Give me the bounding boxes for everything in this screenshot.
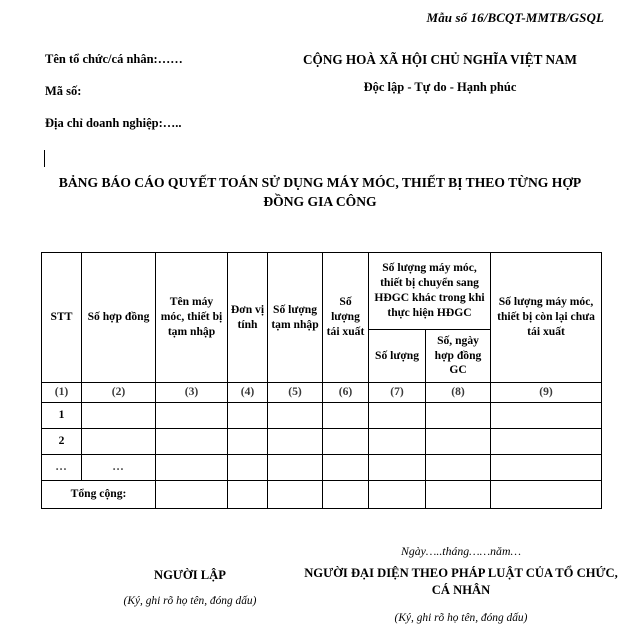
country-name: CỘNG HOÀ XÃ HỘI CHỦ NGHĨA VIỆT NAM bbox=[303, 52, 577, 67]
organization-code-line: Mã số: bbox=[45, 84, 82, 98]
organization-block bbox=[45, 52, 295, 148]
header-transferred-contract: Số, ngày hợp đồng GC bbox=[426, 330, 491, 383]
row-1-transferred-qty[interactable] bbox=[369, 403, 426, 429]
row-3-qty-reexport[interactable] bbox=[323, 455, 369, 481]
row-1-qty-temp-import[interactable] bbox=[268, 403, 323, 429]
row-1-transferred-contract[interactable] bbox=[426, 403, 491, 429]
colnum-9: (9) bbox=[491, 383, 602, 403]
row-2-machine-name[interactable] bbox=[156, 429, 228, 455]
row-1-unit[interactable] bbox=[228, 403, 268, 429]
table-header-row-main bbox=[42, 253, 602, 330]
row-3-unit[interactable] bbox=[228, 455, 268, 481]
row-1-machine-name[interactable] bbox=[156, 403, 228, 429]
row-3-transferred-qty[interactable] bbox=[369, 455, 426, 481]
row-2-stt[interactable]: 2 bbox=[42, 429, 82, 455]
colnum-8: (8) bbox=[426, 383, 491, 403]
table-column-number-row bbox=[42, 383, 602, 403]
row-3-qty-temp-import[interactable] bbox=[268, 455, 323, 481]
colnum-4: (4) bbox=[228, 383, 268, 403]
row-3-remaining[interactable] bbox=[491, 455, 602, 481]
header-qty-temp-import: Số lượng tạm nhập bbox=[268, 253, 323, 383]
total-remaining[interactable] bbox=[491, 481, 602, 509]
row-3-stt[interactable]: … bbox=[42, 455, 82, 481]
report-table-wrapper bbox=[41, 252, 601, 509]
row-1-contract-no[interactable] bbox=[82, 403, 156, 429]
representative-note: (Ký, ghi rõ họ tên, đóng dấu) bbox=[394, 612, 528, 625]
total-unit[interactable] bbox=[228, 481, 268, 509]
header-stt: STT bbox=[42, 253, 82, 383]
form-code: Mẫu số 16/BCQT-MMTB/GSQL bbox=[426, 10, 604, 25]
header-qty-reexport: Số lượng tái xuất bbox=[323, 253, 369, 383]
representative-title: NGƯỜI ĐẠI DIỆN THEO PHÁP LUẬT CỦA TỔ CHỨC, CÁ NHÂN bbox=[304, 566, 618, 597]
row-2-transferred-qty[interactable] bbox=[369, 429, 426, 455]
row-2-qty-reexport[interactable] bbox=[323, 429, 369, 455]
colnum-6: (6) bbox=[323, 383, 369, 403]
organization-name-line: Tên tổ chức/cá nhân:…… bbox=[45, 52, 183, 66]
organization-address-line: Địa chỉ doanh nghiệp:….. bbox=[45, 116, 182, 130]
national-motto: Độc lập - Tự do - Hạnh phúc bbox=[363, 80, 517, 94]
total-transferred-qty[interactable] bbox=[369, 481, 426, 509]
header-remaining: Số lượng máy móc, thiết bị còn lại chưa tái xuất bbox=[491, 253, 602, 383]
text-cursor-caret bbox=[44, 150, 45, 167]
preparer-title: NGƯỜI LẬP bbox=[154, 568, 226, 582]
row-2-remaining[interactable] bbox=[491, 429, 602, 455]
total-label: Tổng cộng: bbox=[42, 481, 156, 509]
row-2-qty-temp-import[interactable] bbox=[268, 429, 323, 455]
colnum-5: (5) bbox=[268, 383, 323, 403]
colnum-2: (2) bbox=[82, 383, 156, 403]
colnum-1: (1) bbox=[42, 383, 82, 403]
national-header-block bbox=[270, 52, 610, 95]
signature-block-representative bbox=[296, 544, 626, 624]
row-3-machine-name[interactable] bbox=[156, 455, 228, 481]
table-row bbox=[42, 429, 602, 455]
colnum-7: (7) bbox=[369, 383, 426, 403]
date-line: Ngày…..tháng……năm… bbox=[401, 544, 521, 558]
row-2-contract-no[interactable] bbox=[82, 429, 156, 455]
preparer-note: (Ký, ghi rõ họ tên, đóng dấu) bbox=[123, 594, 257, 607]
signature-area bbox=[0, 544, 634, 630]
report-table bbox=[41, 252, 602, 509]
row-1-stt[interactable]: 1 bbox=[42, 403, 82, 429]
signature-block-preparer bbox=[90, 544, 290, 607]
total-qty-temp-import[interactable] bbox=[268, 481, 323, 509]
header-unit: Đơn vị tính bbox=[228, 253, 268, 383]
table-row bbox=[42, 455, 602, 481]
document-header bbox=[0, 52, 634, 132]
header-transferred-group: Số lượng máy móc, thiết bị chuyển sang HĐGC khác trong khi thực hiện HĐGC bbox=[369, 253, 491, 330]
row-1-remaining[interactable] bbox=[491, 403, 602, 429]
header-machine-name: Tên máy móc, thiết bị tạm nhập bbox=[156, 253, 228, 383]
colnum-3: (3) bbox=[156, 383, 228, 403]
header-contract-no: Số hợp đồng bbox=[82, 253, 156, 383]
row-3-transferred-contract[interactable] bbox=[426, 455, 491, 481]
row-3-contract-no[interactable]: … bbox=[82, 455, 156, 481]
table-row bbox=[42, 403, 602, 429]
total-machine-name[interactable] bbox=[156, 481, 228, 509]
page-title: BẢNG BÁO CÁO QUYẾT TOÁN SỬ DỤNG MÁY MÓC, THIẾT BỊ THEO TỪNG HỢP ĐỒNG GIA CÔNG bbox=[58, 175, 582, 210]
total-transferred-contract[interactable] bbox=[426, 481, 491, 509]
header-transferred-qty: Số lượng bbox=[369, 330, 426, 383]
row-2-unit[interactable] bbox=[228, 429, 268, 455]
row-2-transferred-contract[interactable] bbox=[426, 429, 491, 455]
total-qty-reexport[interactable] bbox=[323, 481, 369, 509]
row-1-qty-reexport[interactable] bbox=[323, 403, 369, 429]
table-total-row bbox=[42, 481, 602, 509]
